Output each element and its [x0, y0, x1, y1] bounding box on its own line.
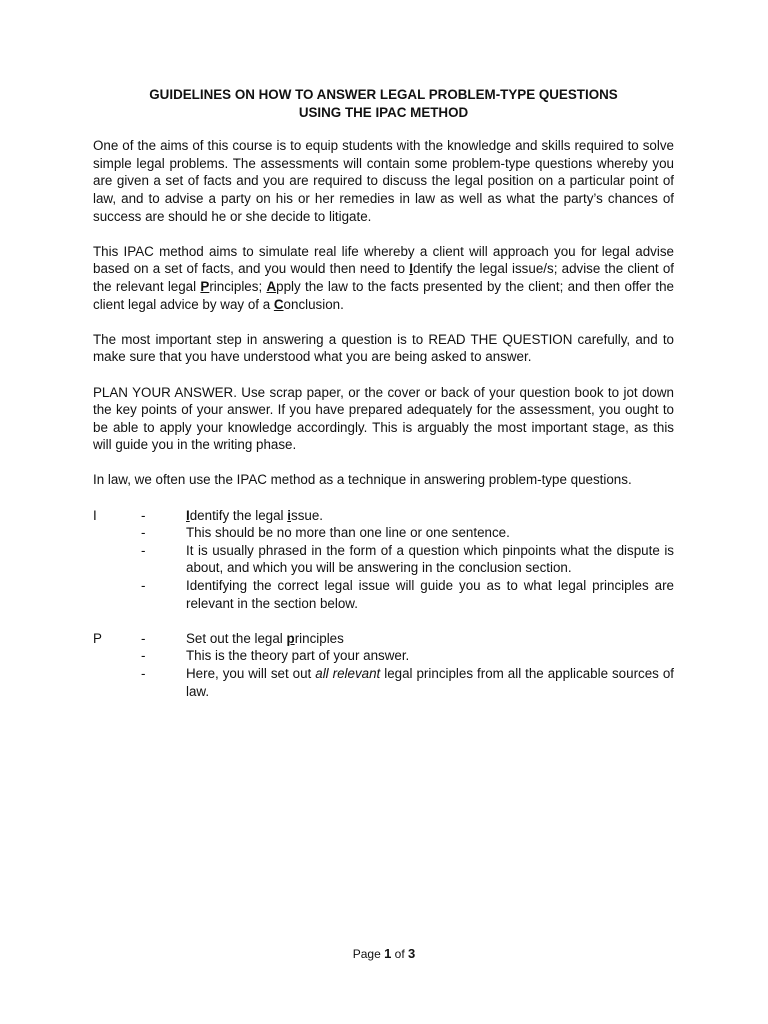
bullet-dash: - — [141, 578, 146, 594]
bullet-dash: - — [141, 666, 146, 681]
list-item-text: Here, you will set out all relevant legal principles from all the applicable sources of law. — [186, 666, 674, 699]
list-item — [93, 507, 674, 525]
list-item-text: It is usually phrased in the form of a question which pinpoints what the dispute is about, and which you will be answering in the conclusion section. — [186, 542, 674, 576]
list-item — [93, 577, 674, 612]
section-letter: I — [93, 507, 97, 523]
list-item-text: Set out the legal principles — [186, 630, 344, 646]
list-item — [93, 647, 674, 665]
letter-i-emphasis: I — [409, 261, 414, 277]
letter-c-emphasis: C — [273, 296, 284, 312]
document-title — [93, 86, 674, 121]
page-label: Page — [352, 947, 385, 961]
bullet-dash: - — [141, 525, 146, 541]
section-principles — [93, 630, 674, 700]
title-line-1: GUIDELINES ON HOW TO ANSWER LEGAL PROBLEM-TYPE QUESTIONS — [149, 87, 618, 102]
bullet-dash: - — [141, 507, 146, 523]
paragraph-ipac-method: This IPAC method aims to simulate real life whereby a client will approach you for legal advise based on a set of facts, and you would then need to Identify the legal issue/s; advise the client of the relevant legal Principles; Apply the law to the facts presented by the client; and then offer the client legal advice by way of a Conclusion. — [93, 243, 674, 312]
list-item-text: This is the theory part of your answer. — [186, 648, 410, 664]
current-page-number: 1 — [384, 946, 392, 961]
list-item — [93, 665, 674, 700]
bullet-dash: - — [141, 542, 146, 558]
list-item — [93, 630, 674, 648]
list-item-text: Identify the legal issue. — [186, 507, 324, 523]
list-item — [93, 524, 674, 542]
title-line-2: USING THE IPAC METHOD — [298, 104, 469, 120]
document-page — [93, 86, 674, 718]
letter-a-emphasis: A — [266, 278, 277, 294]
paragraph-plan-answer: PLAN YOUR ANSWER. Use scrap paper, or the cover or back of your question book to jot down the key points of your answer. If you have prepared adequately for the assessment, you ought to be able to apply your knowledge accordingly. This is arguably the most important stage, as this will guide you in the writing phase. — [93, 384, 674, 453]
paragraph-aims: One of the aims of this course is to equip students with the knowledge and skills required to solve simple legal problems. The assessments will contain some problem-type questions whereby you are given a set of facts and you are required to discuss the legal position on a particular point of law, and to advise a party on his or her remedies in law as well as what the party’s chances of success are should he or she decide to litigate. — [93, 138, 674, 224]
total-pages-number: 3 — [408, 946, 416, 961]
page-footer — [0, 945, 768, 964]
list-item-text: This should be no more than one line or one sentence. — [186, 525, 510, 541]
list-item — [93, 542, 674, 577]
section-letter: P — [93, 630, 102, 646]
letter-p-emphasis: P — [200, 278, 210, 294]
paragraph-ipac-technique: In law, we often use the IPAC method as a technique in answering problem-type questions. — [93, 472, 632, 488]
section-issue — [93, 507, 674, 613]
of-label: of — [391, 947, 409, 961]
paragraph-read-question: The most important step in answering a question is to READ THE QUESTION carefully, and to make sure that you have understood what you are being asked to answer. — [93, 331, 674, 365]
list-item-text: Identifying the correct legal issue will guide you as to what legal principles are relevant in the section below. — [186, 578, 674, 611]
bullet-dash: - — [141, 648, 146, 664]
bullet-dash: - — [141, 630, 146, 646]
